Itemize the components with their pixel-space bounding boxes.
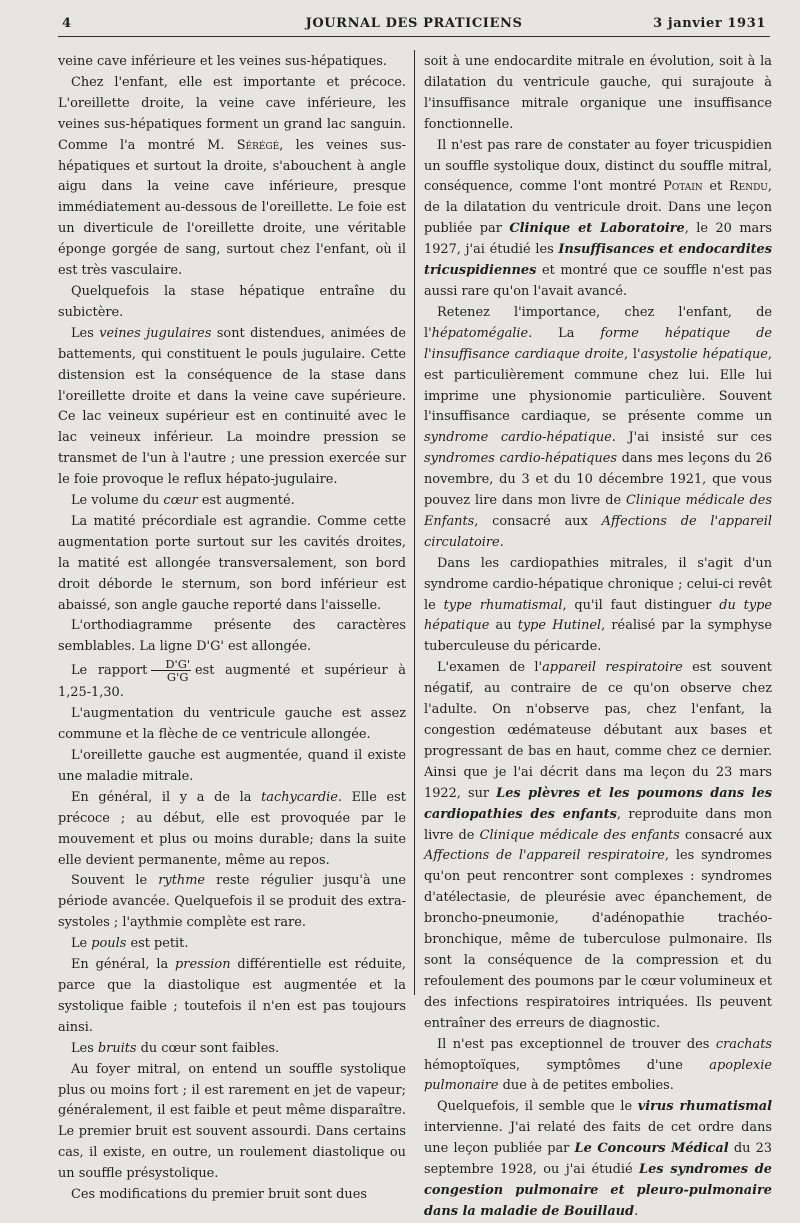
term: type rhumatismal bbox=[443, 597, 563, 613]
paragraph: Il n'est pas exceptionnel de trouver des crachats hémoptoïques, symptômes d'une apoplexie pulmonaire due à de petites embolies. bbox=[424, 1036, 772, 1094]
left-column bbox=[58, 52, 407, 1203]
lesson-title: Les plèvres et les poumons dans les cardiopathies des enfants bbox=[424, 785, 773, 822]
paragraph: L'augmentation du ventricule gauche est assez commune et la flèche de ce ventricule allongée. bbox=[58, 706, 406, 743]
paragraph: L'oreillette gauche est augmentée, quand il existe une maladie mitrale. bbox=[58, 748, 406, 784]
term: pression bbox=[175, 957, 231, 973]
book-title: Affections de l'appareil respiratoire bbox=[424, 848, 665, 864]
fraction-numerator: D'G' bbox=[151, 658, 191, 671]
running-header bbox=[62, 14, 766, 36]
paragraph-ratio: Le rapport $\frac{D'G'}{G'G}$ est augmenté et supérieur à 1,25-1,30. bbox=[58, 657, 406, 701]
paragraph: Le pouls est petit. bbox=[71, 936, 189, 952]
paragraph: Ces modifications du premier bruit sont dues bbox=[71, 1187, 367, 1203]
paragraph: La matité précordiale est agrandie. Comme cette augmentation porte surtout sur les cavités droites, la matité est allongée transversalement, son bord droit déborde le sternum, son bord inférieur est abaissé, son angle gauche reporté dans l'aisselle. bbox=[58, 513, 406, 613]
term: syndrome cardio-hépatique bbox=[424, 430, 612, 446]
term: cœur bbox=[163, 493, 198, 509]
paragraph: Quelquefois, il semble que le virus rhumatismal intervienne. J'ai relaté des faits de cet ordre dans une leçon publiée par Le Concours Médical du 23 septembre 1928, ou j'ai étudié Les syndromes de congestion pulmonaire et pleuro-pulmonaire dans la maladie de Bouillaud. bbox=[424, 1099, 773, 1219]
term: hépatomégalie bbox=[431, 325, 529, 341]
header-rule bbox=[58, 36, 770, 37]
paragraph: Le volume du cœur est augmenté. bbox=[71, 493, 295, 509]
term: appareil respiratoire bbox=[542, 660, 683, 676]
book-title: Clinique médicale des Enfants bbox=[424, 493, 773, 529]
publication-title: Le Concours Médical bbox=[574, 1141, 729, 1157]
term: syndromes cardio-hépatiques bbox=[424, 451, 617, 467]
term: asystolie hépatique bbox=[640, 346, 768, 362]
paragraph: Il n'est pas rare de constater au foyer tricuspidien un souffle systolique doux, distinct du souffle mitral, conséquence, comme l'ont montré Potain et Rendu, de la dilatation du ventricule droit. Dans une leçon publiée par Clinique et Laboratoire, le 20 mars 1927, j'ai étudié les Insuffisances et endocardites tricuspidiennes et montré que ce souffle n'est pas aussi rare qu'on l'avait avancé. bbox=[424, 137, 773, 299]
term: crachats bbox=[715, 1036, 772, 1052]
book-title: Clinique médicale des enfants bbox=[479, 827, 680, 843]
term: tachycardie bbox=[261, 789, 338, 805]
paragraph: Quelquefois la stase hépatique entraîne du subictère. bbox=[58, 283, 406, 320]
term: pouls bbox=[91, 936, 127, 952]
paragraph: Dans les cardiopathies mitrales, il s'agit d'un syndrome cardio-hépatique chronique ; celui-ci revêt le type rhumatismal, qu'il faut distinguer du type hépatique au type Hutinel, réalisé par la symphyse tuberculeuse du péricarde. bbox=[424, 555, 772, 655]
fraction bbox=[151, 658, 191, 683]
paragraph: veine cave inférieure et les veines sus-hépatiques. bbox=[58, 54, 387, 69]
paragraph: L'orthodiagramme présente des caractères semblables. La ligne D'G' est allongée. bbox=[58, 618, 406, 655]
term: rythme bbox=[158, 873, 206, 889]
paragraph: En général, il y a de la tachycardie. Elle est précoce ; au début, elle est provoquée par le mouvement et plus ou moins durable; dans la suite elle devient permanente, même au repos. bbox=[58, 789, 406, 868]
term: bruits bbox=[97, 1040, 137, 1056]
term: apoplexie pulmonaire bbox=[424, 1057, 772, 1094]
right-column bbox=[424, 52, 773, 1219]
journal-title: JOURNAL DES PRATICIENS bbox=[305, 16, 523, 31]
author-name: Potain bbox=[663, 179, 703, 195]
page-number: 4 bbox=[62, 16, 72, 31]
book-title: Affections de l'appareil circulatoire bbox=[424, 513, 772, 550]
paragraph: Les bruits du cœur sont faibles. bbox=[71, 1040, 280, 1056]
paragraph: Au foyer mitral, on entend un souffle systolique plus ou moins fort ; il est rarement en jet de vapeur; généralement, il est faible et peut même disparaître. Le premier bruit est souvent assourdi. Dans certains cas, il existe, en outre, un roulement diastolique ou un souffle présystolique. bbox=[58, 1061, 406, 1182]
term: virus rhumatismal bbox=[637, 1099, 773, 1115]
paragraph: Les veines jugulaires sont distendues, animées de battements, qui constituent le pouls jugulaire. Cette distension est la conséquence de la stase dans l'oreillette droite et dans la veine cave supérieure. Ce lac veineux supérieur est en continuité avec le lac veineux inférieur. La moindre pression se transmet de l'un à l'autre ; une pression exercée sur le foie provoque le reflux hépato-jugulaire. bbox=[58, 325, 406, 488]
issue-date: 3 janvier 1931 bbox=[653, 16, 766, 31]
lesson-title: Insuffisances et endocardites tricuspidiennes bbox=[424, 242, 773, 279]
fraction-denominator: G'G bbox=[166, 670, 189, 685]
publication-title: Clinique et Laboratoire bbox=[509, 221, 685, 237]
author-name: Sérégé bbox=[236, 137, 280, 153]
column-divider bbox=[414, 50, 415, 995]
paragraph: Retenez l'importance, chez l'enfant, de l'hépatomégalie. La forme hépatique de l'insuffisance cardiaque droite, l'asystolie hépatique, est particulièrement commune chez lui. Elle lui imprime une physionomie particulière. Souvent l'insuffisance cardiaque, se présente comme un syndrome cardio-hépatique. J'ai insisté sur ces syndromes cardio-hépatiques dans mes leçons du 26 novembre, du 3 et du 10 décembre 1921, que vous pouvez lire dans mon livre de Clinique médicale des Enfants, consacré aux Affections de l'appareil circulatoire. bbox=[424, 304, 773, 550]
paragraph: L'examen de l'appareil respiratoire est souvent négatif, au contraire de ce qu'on observe chez l'adulte. On n'observe pas, chez l'enfant, la congestion œdémateuse débutant aux bases et progressant de bas en haut, comme chez ce dernier. Ainsi que je l'ai décrit dans ma leçon du 23 mars 1922, sur Les plèvres et les poumons dans les cardiopathies des enfants, reproduite dans mon livre de Clinique médicale des enfants consacré aux Affections de l'appareil respiratoire, les syndromes qu'on peut rencontrer sont complexes : syndromes d'atélectasie, de pleurésie avec épanchement, de broncho-pneumonie, d'adénopathie trachéo-bronchique, même de tuberculose pulmonaire. Ils sont la conséquence de la compression et du refoulement des poumons par le cœur volumineux et des infections respiratoires intriquées. Ils peuvent entraîner des erreurs de diagnostic. bbox=[424, 660, 773, 1031]
lesson-title: Les syndromes de congestion pulmonaire et pleuro-pulmonaire dans la maladie de Bouillaud bbox=[424, 1162, 772, 1219]
paragraph: Souvent le rythme reste régulier jusqu'à une période avancée. Quelquefois il se produit des extra-systoles ; l'aythmie complète est rare. bbox=[58, 873, 407, 931]
author-name: Rendu bbox=[728, 179, 768, 195]
paragraph: soit à une endocardite mitrale en évolution, soit à la dilatation du ventricule gauche, qui surajoute à l'insuffisance mitrale organique une insuffisance fonctionnelle. bbox=[424, 54, 772, 132]
term: veines jugulaires bbox=[99, 325, 212, 341]
paragraph: Chez l'enfant, elle est importante et précoce. L'oreillette droite, la veine cave inférieure, les veines sus-hépatiques forment un grand lac sanguin. Comme l'a montré M. Sérégé, les veines sus-hépatiques et surtout la droite, s'abouchent à angle aigu dans la veine cave inférieure, presque immédiatement au-dessous de l'oreillette. Le foie est un diverticule de l'oreillette droite, une véritable éponge gorgée de sang, surtout chez l'enfant, où il est très vasculaire. bbox=[58, 74, 406, 279]
paragraph: En général, la pression différentielle est réduite, parce que la diastolique est augmentée et la systolique faible ; toutefois il n'en est pas toujours ainsi. bbox=[58, 957, 406, 1035]
term: du type hépatique bbox=[424, 597, 772, 634]
term: forme hépatique de l'insuffisance cardiaque droite bbox=[424, 325, 772, 362]
term: type Hutinel bbox=[517, 618, 602, 634]
